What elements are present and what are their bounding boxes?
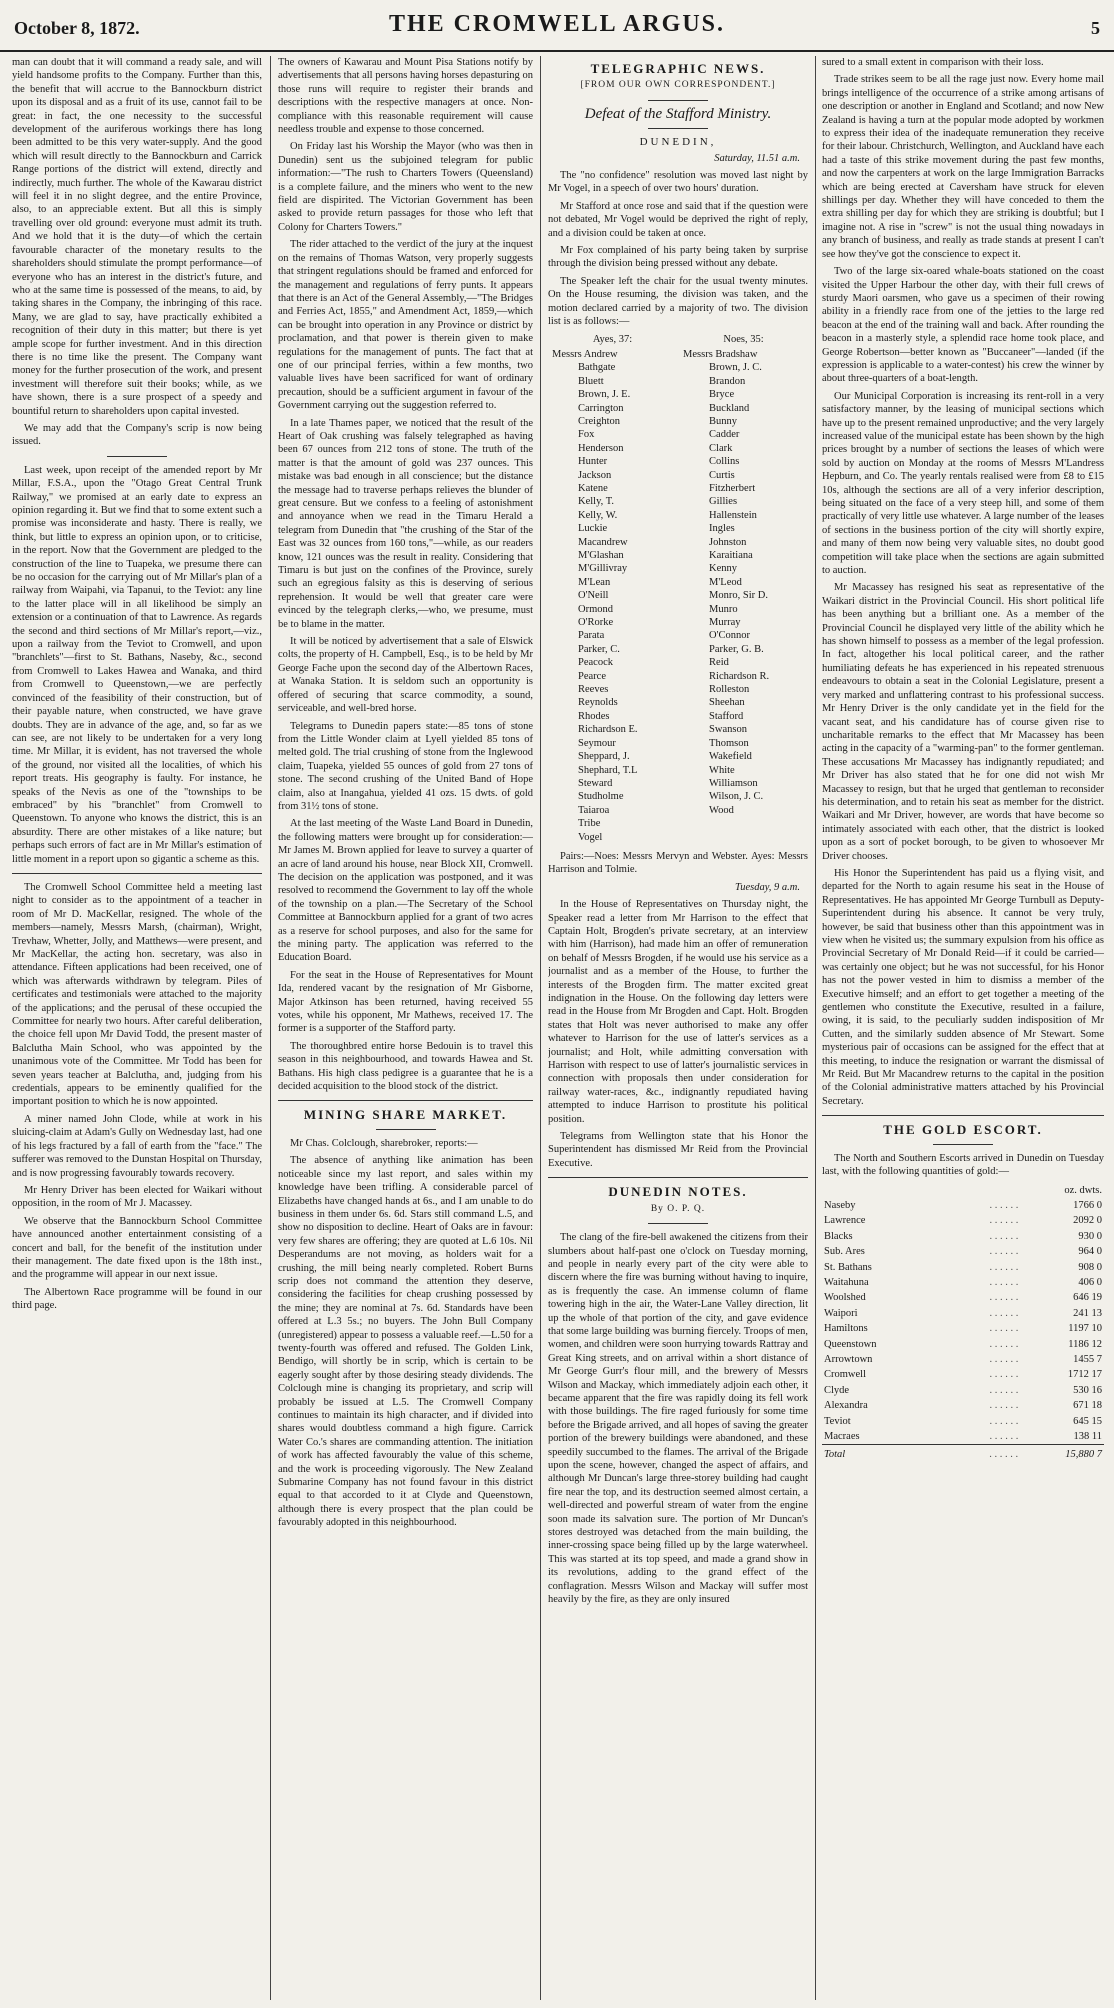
article-paragraph: A miner named John Clode, while at work in his sluicing-claim at Adam's Gully on Wednesday last, had one of his legs fractured by a fall of earth from the "face." The sufferer was removed to the Dunstan Hospital on Thursday, and is now progressing favourably towards recovery. (12, 1113, 262, 1179)
escort-place: St. Bathans (824, 1261, 872, 1273)
noe-member-name: Clark (709, 442, 733, 454)
noe-member-name: Bunny (709, 415, 738, 427)
aye-member-name: Bathgate (578, 362, 616, 374)
divider (648, 128, 708, 129)
article-paragraph: We observe that the Bannockburn School Committee have announced another entertainment consisting of a concert and ball, for the benefit of the institution under their management. The date fixed upon is the 18th inst., and the programme will appear in our next issue. (12, 1215, 262, 1281)
aye-member-name: Peacock (578, 657, 613, 669)
escort-row: Arrowtown . . . . . . 1455 7 (822, 1352, 1104, 1367)
article-paragraph: On Friday last his Worship the Mayor (who was then in Dunedin) sent us the subjoined telegram for public information:—"The rush to Charters Towers (Queensland) is a complete failure, and the miners who went to the new field are dispirited. The Victorian Government has been asked to provide return passages for those who left that Colony for Charters Towers." (278, 141, 533, 233)
masthead (0, 0, 1114, 52)
dateline: DUNEDIN, (639, 136, 717, 149)
escort-row: Macraes . . . . . . 138 11 (822, 1429, 1104, 1445)
page-number: 5 (1091, 18, 1100, 38)
noe-member-name: Swanson (709, 724, 747, 736)
escort-value: 964 0 (1078, 1246, 1102, 1258)
aye-member-name: Hunter (578, 456, 608, 468)
escort-row: Naseby . . . . . . 1766 0 (822, 1198, 1104, 1213)
escort-value: 908 0 (1078, 1261, 1102, 1273)
correspondent-note: [FROM OUR OWN CORRESPONDENT.] (580, 80, 776, 91)
article-paragraph: The clang of the fire-bell awakened the citizens from their slumbers about half-past one o'clock on Tuesday morning, and people in nearly every part of the city were able to discern where the fire was burning without having to inquire, as is frequently the case. An immense column of flame towering high in the air, the Water-Lane Valley direction, lit up the whole of that portion of the city, and gave evidence that some large building was burning fiercely. Troops of men, women, and children were soon hurrying towards Rattray and Great King streets, and on arrival within a short distance of Mr George Gurr's flour mill, and the brewery of Messrs Wilson and Mackay, which immediately adjoin each other, it became apparent that the fire was rapidly doing its fell work with those buildings. The fire raged furiously for some time before the Brigade arrived, and all hopes of saving the greater portion of the brewery buildings were abandoned, and these speedily succumbed to the flames. The arrival of the Brigade upon the scene, however, changed the aspect of affairs, and although Mr Duncan's large three-storey building had caught fire near the top, and its destruction seemed almost certain, a well-directed and powerful stream of water from the engine soon made its salvation sure. The portion of Mr Duncan's stores destroyed was detached from the main building, the inner-crossing space being filled up by the large waterwheel. This was started at its top speed, and made a grand show in its revolutions, adding to the grand effect of the conflagration. Messrs Wilson and Mackay will suffer most heavily by the fire, as they are only insured (548, 1232, 808, 1606)
article-paragraph: Mr Chas. Colclough, sharebroker, reports:— (290, 1137, 478, 1149)
aye-member-name: Bluett (578, 375, 604, 387)
telegraphic-news-heading: TELEGRAPHIC NEWS. (590, 61, 766, 76)
escort-row: Blacks . . . . . . 930 0 (822, 1229, 1104, 1244)
divider (822, 1115, 1104, 1116)
article-paragraph: In a late Thames paper, we noticed that the result of the Heart of Oak crushing was falsely telegraphed as having been 67 ounces from 212 tons of stone. The truth of the matter is that the amount of gold was 237 ounces. This mistake was bad enough in all conscience; but the distance the message had to traverse perhaps relieves the blunder of great censure. But we confess to a feeling of astonishment and annoyance when we read in the Timaru Herald a telegram from Dunedin that "the crushing of the Star of the East was 32 ounces from 160 tons,"—while, as our readers know, 121 ounces was the result in reality. Considering that Timaru is but just on the confines of the Province, surely such an egregious falsity as this is deserving of serious reprehension. It would be well that greater care were evinced by the telegraph clerks,—who, we presume, must be to blame in the matter. (278, 417, 533, 630)
aye-member-name: Katene (578, 482, 608, 494)
byline: By O. P. Q. (650, 1203, 706, 1214)
escort-row: Waitahuna . . . . . . 406 0 (822, 1275, 1104, 1290)
aye-member-name: Creighton (578, 415, 620, 427)
escort-place: Woolshed (824, 1292, 866, 1304)
newspaper-title: THE CROMWELL ARGUS. (388, 11, 726, 37)
aye-member-name: Reynolds (578, 697, 618, 709)
column-4 (822, 56, 1104, 2000)
aye-member-name: Carrington (578, 402, 624, 414)
divider (12, 873, 262, 874)
aye-member-name: Steward (578, 777, 613, 789)
escort-row: Woolshed . . . . . . 646 19 (822, 1290, 1104, 1305)
article-paragraph: The rider attached to the verdict of the jury at the inquest on the remains of Thomas Watson, very properly suggests that stringent regulations should be framed and enforced for the management and regulations of ferry punts. It appears that there is an Act of the General Assembly,—"The Bridges and Ferries Act, 1855," and Amendment Act, 1859,—which can be brought into operation in any Province or district by proclamation, and that power is therein given to make regulations for the management of punts. The fact that at one of our principal ferries, within a few months, two valuable lives have been sacrificed for want of ordinary precaution, should be a sufficient argument in favour of the Government carrying out the suggestion referred to. (278, 239, 533, 412)
noe-member-name: Richardson R. (709, 670, 770, 682)
noe-member-name: Wilson, J. C. (709, 791, 764, 803)
column-rule (270, 56, 271, 2000)
ayes-heading: Ayes, 37: (592, 333, 633, 345)
escort-row: Queenstown . . . . . . 1186 12 (822, 1337, 1104, 1352)
article-paragraph: man can doubt that it will command a ready sale, and will yield handsome profits to the Company. Further than this, the benefit that will accrue to the Bannockburn district upon its disposal and as a fruit of its use, cannot fail to be great: in fact, the one necessity to the successful development of the auriferous workings there has long been admitted to be this very water-supply. And the good which will result directly to the Bannockburn and Carrick Range portions of the district will extend, directly and indirectly, much further. The whole of the Kawarau district will feel it in no slight degree, and the entire Province, also, to an appreciable extent. But all this is simply travelling over old ground: everyone must admit its truth. And we hold that it is the duty—of which the certain favourable character of the monetary results to the shareholders should stimulate the prompt performance—of everyone who has an interest in the district's future, and who at the same time is possessed of the means, to aid, by taking shares in the Company, the inbringing of this race. Many, we are glad to say, have practically exhibited a recognition of their duty in this matter; but there is yet ample scope for further investment. And in this direction there is no time like the present. The Company want money for the further prosecution of the work, and present investment will therefore suit their books; while, as we have shown, there is a sure prospect of a speedy and bountiful return to shareholders upon capital invested. (12, 57, 262, 417)
escort-row: Hamiltons . . . . . . 1197 10 (822, 1321, 1104, 1336)
noe-member-name: Bryce (709, 389, 735, 401)
article-paragraph: The Speaker left the chair for the usual twenty minutes. On the House resuming, the division was taken, and the motion declared carried by a majority of two. The division list is as follows:— (548, 275, 808, 328)
noe-member-name: Hallenstein (709, 509, 757, 521)
escort-row: Clyde . . . . . . 530 16 (822, 1383, 1104, 1398)
aye-member-name: Parker, C. (578, 643, 620, 655)
escort-place: Lawrence (824, 1215, 866, 1227)
escort-value: 1712 17 (1067, 1369, 1102, 1381)
aye-member-name: Vogel (578, 831, 603, 843)
article-paragraph: The thoroughbred entire horse Bedouin is to travel this season in this neighbourhood, and towards Hawea and St. Bathans. His high class pedigree is a guarantee that he is a decided acquisition to the blood stock of the district. (278, 1040, 533, 1093)
divider (648, 1223, 708, 1224)
ayes-list (552, 333, 673, 844)
article-paragraph: Mr Stafford at once rose and said that if the question were not debated, Mr Vogel would be deprived the right of reply, and a division could be taken at once. (548, 200, 808, 239)
escort-value: 645 15 (1073, 1415, 1102, 1427)
noe-member-name: Wakefield (709, 751, 752, 763)
article-paragraph: The owners of Kawarau and Mount Pisa Stations notify by advertisements that all persons having horses depasturing on those runs will require to register their brands and descriptions with the respective managers at once. Non-compliance with this reasonable requirement will cause needless trouble and expense to those concerned. (278, 57, 533, 136)
escort-unit-header: oz. dwts. (1064, 1184, 1102, 1196)
noe-member-name: Karaitiana (709, 550, 753, 561)
aye-member-name: Kelly, W. (578, 509, 618, 521)
escort-value: 646 19 (1073, 1292, 1102, 1304)
article-paragraph: It will be noticed by advertisement that a sale of Elswick colts, the property of H. Campbell, Esq., is to be held by Mr George Fache upon the second day of the Albertown Races, at Wanaka Station. It is seldom such an opportunity is offered of securing that scarce commodity, a sound, serviceable, and well-bred horse. (278, 636, 533, 715)
divider (107, 456, 167, 457)
pairs-note: Pairs:—Noes: Messrs Mervyn and Webster. Ayes: Messrs Harrison and Tolmie. (548, 850, 808, 876)
column-1 (12, 56, 262, 2000)
aye-member-name: Parata (578, 630, 605, 642)
aye-member-name: Henderson (578, 442, 624, 454)
noes-names (683, 361, 804, 817)
escort-value: 2092 0 (1073, 1215, 1102, 1227)
noe-member-name: Munro (709, 603, 738, 615)
escort-value: 241 13 (1073, 1307, 1102, 1319)
article-paragraph: Our Municipal Corporation is increasing its rent-roll in a very satisfactory manner, by the leasing of municipal sections which have up to the present remained unproductive; and the very largely increased value of the municipal estate has been shown by the high prices brought by a number of sections the leases of which were sold by auction on Monday at the rooms of Messrs M'Landress Hepburn, and Co. The yearly rentals realised were from £8 to £15 10s, although the sections are all of a very inferior description, being situated on the face of a very steep hill, and some of them practically of very little use whatever. A large number of the leases of sections in the business portion of the city will shortly expire, and many of them now being very valuable sites, no doubt good competition will take place when the sections are again submitted to auction. (822, 390, 1104, 577)
escort-place: Waipori (824, 1307, 858, 1319)
divider (548, 1177, 808, 1178)
article-paragraph: Mr Henry Driver has been elected for Waikari without opposition, in the room of Mr J. Macassey. (12, 1184, 262, 1210)
noe-member-name: Collins (709, 456, 740, 468)
escort-row: St. Bathans . . . . . . 908 0 (822, 1260, 1104, 1275)
escort-row: Teviot . . . . . . 645 15 (822, 1414, 1104, 1429)
aye-member-name: Kelly, T. (578, 496, 614, 508)
column-rule (540, 56, 541, 2000)
escort-place: Queenstown (824, 1338, 877, 1350)
escort-value: 406 0 (1078, 1276, 1102, 1288)
escort-place: Macraes (824, 1431, 860, 1442)
article-paragraph: The Albertown Race programme will be found in our third page. (12, 1286, 262, 1312)
aye-member-name: Brown, J. E. (578, 389, 631, 401)
noe-member-name: Murray (709, 617, 741, 629)
noe-member-name: Rolleston (709, 684, 750, 696)
escort-row: Alexandra . . . . . . 671 18 (822, 1398, 1104, 1413)
article-paragraph: Two of the large six-oared whale-boats stationed on the coast visited the Upper Harbour the other day, with their full crews of sturdy Maori oarsmen, who gave us a specimen of their rowing ability in a friendly race from one of the jetties to the large red beacon at the end of the training wall and back. After rounding the beacon in a masterly style, a splendid race home took place, and George Robertson—better known as "Buccaneer"—landed (if the expression is applicable to a water-contest) his crew the winner by about three-quarters of a boat-length. (822, 266, 1104, 385)
noe-member-name: Cadder (709, 429, 740, 441)
noe-member-name: Johnston (709, 536, 747, 548)
aye-member-name: Tribe (578, 818, 601, 830)
aye-member-name: Seymour (578, 737, 616, 749)
escort-place: Arrowtown (824, 1353, 873, 1365)
escort-row: Waipori . . . . . . 241 13 (822, 1306, 1104, 1321)
article-paragraph: At the last meeting of the Waste Land Board in Dunedin, the following matters were brought up for consideration:—Mr James M. Brown applied for leave to survey a quarter of an acre of land around his house, near Block XII, Cromwell. The decision on the application was postponed, and it was resolved to recommend the Government to lay off the whole of the township on a plan.—The Secretary of the School Committee at Bannockburn applied for a grant of two acres as a reserve for school purposes, and also for the same for the mining party. The application was referred to the Education Board. (278, 818, 533, 964)
aye-member-name: M'Glashan (578, 550, 624, 561)
article-paragraph: Mr Macassey has resigned his seat as representative of the Waikari district in the Provincial Council. His short political life has been anything but a brilliant one. As a member of the Provincial Council he displayed very little of the ability which he has shown himself to possess as a member of the legal profession. In fact, altogether his local political career, and the rather humiliating defeats he has experienced in his repeated strenuous endeavours to obtain a seat in the Colonial Legislature, present a very marked and unflattering contrast to his professional success. Mr Henry Driver is the only candidate yet in the field for the vacant seat, and his candidature has of course given rise to uncharitable remarks to the effect that Mr Macassey has been acting in the capacity of a "warming-pan" to the former gentleman. These accusations Mr Macassey has indignantly repudiated; and Mr Driver has also stated that he for one did not wish Mr Macassey to resign, but that he urged that gentleman to reconsider his determination, and to retain his seat as member for the district. Waikari and Mr Driver, however, are words that have become so intimately associated with each other, that the district is looked upon as a sort of pocket borough, to be given to whosoever Mr Driver chooses. (822, 582, 1104, 862)
aye-member-name: Pearce (578, 670, 606, 682)
noes-first-name: Messrs Bradshaw (683, 348, 758, 360)
article-paragraph: His Honor the Superintendent has paid us a flying visit, and departed for the North to again resume his seat in the House of Representatives. He has appointed Mr George Turnbull as Deputy-Superintendent during his absence. It cannot be very truly, however, be said that business other than this appointment was in view when he visited us; the summary expulsion from his office as Provincial Secretary of Mr Donald Reid—if it could be carried—was certainly one object; but he was not successful, for his Honor has not the power vested in him to dismiss a member of the Executive himself; and an effort to get together a meeting of the gentlemen who constitute the Executive, resulted in a failure, owing, it is said, to the peculiarly sudden indisposition of Mr Cutten, and the similarly sudden absence of Mr Stewart. Some mysterious pair of occasions can be assigned for the effect that at this meeting, to induce the resignation or warrant the dismissal of Mr Reid. But Mr Macandrew returns to the capital in the position of the Colonial administrative matters attached by his Provincial Secretary. (822, 867, 1104, 1107)
article-paragraph: Telegrams from Wellington state that his Honor the Superintendent has dismissed Mr Reid from the Provincial Executive. (548, 1131, 808, 1169)
escort-row: Lawrence . . . . . . 2092 0 (822, 1213, 1104, 1228)
aye-member-name: Sheppard, J. (578, 751, 630, 763)
gold-escort-table (822, 1183, 1104, 1463)
divider (648, 100, 708, 101)
column-rule (815, 56, 816, 2000)
escort-place: Waitahuna (824, 1276, 869, 1288)
noe-member-name: Thomson (709, 737, 749, 749)
mining-share-market-heading: MINING SHARE MARKET. (303, 1107, 508, 1123)
noe-member-name: M'Leod (709, 576, 742, 588)
noe-member-name: Buckland (709, 402, 750, 414)
noe-member-name: Curtis (709, 469, 735, 481)
escort-place: Hamiltons (824, 1323, 868, 1335)
article-paragraph: Trade strikes seem to be all the rage just now. Every home mail brings intelligence of the occurrence of a strike among artisans of one description or another in England and Scotland; and now New Zealand is having a turn at the popular mode adopted by workmen to express their idea of the inadequate remuneration they receive for their labour. Christchurch, Wellington, and Auckland have each had a taste of this strike movement during the past few months, and now the carpenters at work on the large Immigration Barracks which are being erected at Caversham have struck for eleven shillings per day. Whether they will have conceded to them the extra shilling per day for which they are striking is doubtful; but I imagine not. A rise in "screw" is not the usual thing nowadays in any branch of business, and really as trade stands at present I can't see how they've got the conscience to expect it. (822, 74, 1104, 260)
noe-member-name: Ingles (709, 523, 735, 535)
noe-member-name: Kenny (709, 563, 738, 575)
article-paragraph: The "no confidence" resolution was moved last night by Mr Vogel, in a speech of over two hours' duration. (548, 170, 808, 195)
escort-place: Blacks (824, 1230, 853, 1242)
divider (933, 1144, 993, 1145)
division-list (552, 333, 804, 844)
article-paragraph: We may add that the Company's scrip is now being issued. (12, 422, 262, 448)
noe-member-name: Brown, J. C. (709, 362, 762, 374)
noes-heading: Noes, 35: (723, 333, 764, 345)
gold-escort-heading: THE GOLD ESCORT. (883, 1122, 1043, 1138)
aye-member-name: Luckie (578, 523, 608, 535)
noe-member-name: Reid (709, 657, 729, 669)
escort-place: Cromwell (824, 1369, 866, 1381)
escort-total-row: Total . . . . . . 15,880 7 (822, 1445, 1104, 1463)
escort-value: 1455 7 (1073, 1353, 1102, 1365)
escort-place: Alexandra (824, 1400, 868, 1412)
escort-value: 1186 12 (1068, 1338, 1102, 1350)
divider (376, 1129, 436, 1130)
noe-member-name: Monro, Sir D. (709, 590, 768, 602)
news-headline: Defeat of the Stafford Ministry. (584, 105, 772, 122)
ayes-first-name: Messrs Andrew (552, 348, 618, 360)
escort-value: 138 11 (1073, 1431, 1102, 1442)
article-paragraph: sured to a small extent in comparison with their loss. (822, 57, 1044, 68)
escort-value: 930 0 (1078, 1230, 1102, 1242)
escort-row: Sub. Ares . . . . . . 964 0 (822, 1244, 1104, 1259)
aye-member-name: Macandrew (578, 536, 628, 548)
column-2 (278, 56, 533, 2000)
escort-value: 1197 10 (1068, 1323, 1102, 1335)
article-paragraph: Last week, upon receipt of the amended report by Mr Millar, F.S.A., upon the "Otago Great Central Trunk Railway," we promised at an early date to express an opinion regarding it. But we find that to some extent such a promise was inconsiderate and hasty. There is really, we think, but little to express an opinion upon, or to criticise, in the report. Now that the Government are pledged to the construction of the line to Tuapeka, we presume there can be no occasion for the carrying out of Mr Millar's plan of a railway from Waipahi, via Tapanui, to the Teviot: any line to the latter place will in all likelihood be simply an extension or a continuation of that to Lawrence. As regards the second and third sections of Mr Millar's report,—viz., upon a railway from the Teviot to Cromwell, and upon "branchlets"—first to St. Bathans, Naseby, &c., second from Cromwell to Lakes Hawea and Wanaka, and third from Cromwell to Queenstown,—we are perfectly convinced of the feasibility of their construction, but of their payable nature, when constructed, we have grave doubts. They are in advance of the age, and, so far as we can see, are not likely to be undertaken for a very long time. Mr Millar, it is evident, has not traversed the whole of the ground, nor visited all the localities, of which his report treats. His geography is faulty. For instance, he speaks of the Nevis as one of the "townships to be embraced" by his "branchlet" from Cromwell to Queenstown. To anyone who knows the district, this is an absurdity. There are other mistakes of a like nature; but perhaps such errors of fact are in Mr Millar's estimation of little moment in a report upon so gigantic a scheme as this. (12, 464, 262, 865)
issue-date: October 8, 1872. (14, 18, 140, 38)
escort-place: Teviot (824, 1415, 851, 1427)
noe-member-name: Sheehan (709, 697, 745, 709)
noe-member-name: Stafford (709, 710, 744, 722)
aye-member-name: O'Neill (578, 590, 609, 602)
escort-place: Sub. Ares (824, 1246, 865, 1258)
aye-member-name: Ormond (578, 603, 613, 615)
ayes-names (552, 361, 673, 844)
escort-value: 671 18 (1073, 1400, 1102, 1412)
escort-value: 530 16 (1073, 1384, 1102, 1396)
aye-member-name: Taiaroa (578, 804, 610, 816)
escort-row: Cromwell . . . . . . 1712 17 (822, 1367, 1104, 1382)
article-paragraph: For the seat in the House of Representatives for Mount Ida, rendered vacant by the resignation of Mr Gisborne, Major Atkinson has been returned, having received 55 votes, while his opponent, Mr Mathews, received 17. The former is a supporter of the Stafford party. (278, 969, 533, 1035)
dunedin-notes-heading: DUNEDIN NOTES. (608, 1184, 748, 1200)
aye-member-name: Fox (578, 429, 595, 441)
escort-total-label: Total (822, 1445, 963, 1463)
article-paragraph: The Cromwell School Committee held a meeting last night to consider as to the appointment of a teacher in room of Mr D. MacKellar, resigned. The whole of the members—namely, Messrs Marsh, (chairman), Wright, Trevhaw, Whetter, Jolly, and Matthews—were present, and Mr MacKellar, the acting hon. secretary, was also in attendance. Fifteen applications had been received, one of which was afterwards withdrawn by telegram. Piles of certificates and testimonials were attached to the majority of the applications; and the perusal of these occupied the Committee for nearly two hours. After careful deliberation, the choice fell upon Mr David Todd, the present master of Balclutha Main School, who was appointed by the unanimous vote of the Committee. Mr Todd has been for seven years teacher at Balclutha, and, judging from his credentials, appears to be eminently qualified for the important position to which he is now appointed. (12, 881, 262, 1108)
dispatch-time: Saturday, 11.51 a.m. (714, 152, 800, 164)
noe-member-name: O'Connor (709, 630, 751, 642)
noe-member-name: Fitzherbert (709, 482, 756, 494)
aye-member-name: Jackson (578, 469, 612, 481)
aye-member-name: Rhodes (578, 710, 610, 722)
divider (278, 1100, 533, 1101)
noe-member-name: Williamson (709, 777, 758, 789)
escort-total-value: 15,880 7 (1045, 1445, 1104, 1463)
noes-list (683, 333, 804, 844)
aye-member-name: M'Gillivray (578, 563, 628, 575)
article-paragraph: The absence of anything like animation has been noticeable since my last report, and sales within my knowledge have been trifling. A considerable parcel of Elizabeths have changed hands at 6s., and I am unable to do business in them under 6s. 6d. Stars still command L.5, and show no disposition to decline. Heart of Oaks are in favour: very few shares are offering; they are quoted at L.6 10s. Nil Desperandums are not moving, as holders wait for a crushing, the mill being nearly completed. Robert Burns scrip does not command the attention they deserve, considering the facilities for cheap crushing possessed by the mine; they are nominal at 7s. 6d. Standards have been offered at L.3 5s.; no buyers. The John Bull Company (unregistered) appear to possess a valuable reef.—L.50 for a twenty-fourth was offered and refused. The Golden Link, Bendigo, will shortly be in scrip, which is certain to be eagerly sought after by those desiring steady dividends. The Colclough mine is changing its proprietary, and scrip will probably be issued at L.5. The Cromwell Company continues to maintain its high character, and if divided into shares would doubtless command a high figure. Carrick Water Co.'s shares are commanding attention. The initiation of work has affected favourably the value of this scheme, and the work is proceeding vigorously. The New Zealand Submarine Company has not found favour in this district equal to that accorded to it at Clyde and Queenstown, although there is every prospect that the plan could be favourably adopted in this neighbourhood. (278, 1155, 533, 1529)
noe-member-name: Wood (709, 804, 734, 816)
escort-place: Naseby (824, 1199, 856, 1211)
aye-member-name: Richardson E. (578, 724, 638, 736)
article-paragraph: Telegrams to Dunedin papers state:—85 tons of stone from the Little Wonder claim at Lyell yielded 85 tons of melted gold. The trial crushing of stone from the Inglewood claim, Tuapeka, yielded 55 ounces of gold from 27 tons of stone. The second crushing of the United Band of Hope claim, also at Inangahua, yielded 41 ozs. 15 dwts. of gold from 31½ tons of stone. (278, 720, 533, 812)
noe-member-name: Brandon (709, 375, 746, 387)
escort-value: 1766 0 (1073, 1199, 1102, 1211)
aye-member-name: Shephard, T.L (578, 764, 638, 776)
aye-member-name: Studholme (578, 791, 624, 803)
aye-member-name: M'Lean (578, 576, 611, 588)
noe-member-name: Gillies (709, 496, 738, 508)
noe-member-name: White (709, 764, 735, 776)
article-paragraph: Mr Fox complained of his party being taken by surprise through the division being pressed without any debate. (548, 245, 808, 270)
column-3 (548, 56, 808, 2000)
aye-member-name: Reeves (578, 684, 609, 696)
aye-member-name: O'Rorke (578, 617, 614, 629)
escort-intro: The North and Southern Escorts arrived in Dunedin on Tuesday last, with the following quantities of gold:— (822, 1152, 1104, 1178)
article-paragraph: In the House of Representatives on Thursday night, the Speaker read a letter from Mr Harrison to the effect that Captain Holt, Brogden's private secretary, at an interview with him (Harrison), had made him an offer of remuneration on behalf of Messrs Brogden, if he would use his service as a journalist and as a member of the House, to further the interests of the Brogden firm. The matter excited great indignation in the House. On the following day letters were read in the House from Mr Brogden and Capt. Holt. Brogden states that Holt was never authorised to make any offer whatever to Harrison for the use of latter's services as a journalist; and Holt, while admitting conversation with Harrison with respect to use of latter's journalistic services in connection with proposals then under consideration for railway water-races, &c., indignantly repudiated having attempted to induce Harrison to prostitute his political position. (548, 899, 808, 1125)
noe-member-name: Parker, G. B. (709, 643, 764, 655)
escort-place: Clyde (824, 1384, 850, 1396)
dispatch-time: Tuesday, 9 a.m. (734, 881, 800, 893)
